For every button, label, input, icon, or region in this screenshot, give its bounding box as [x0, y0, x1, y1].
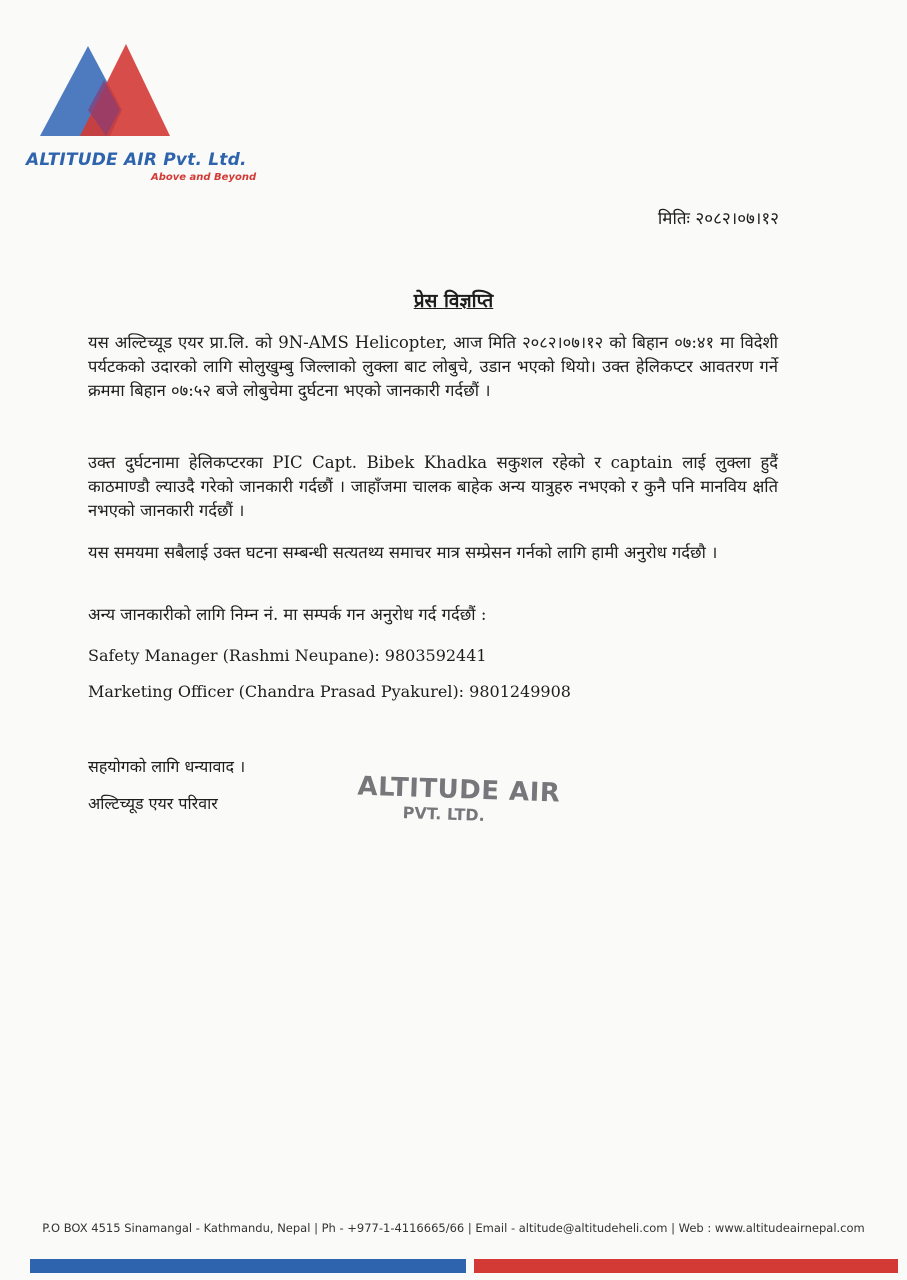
closing-thanks: सहयोगको लागि धन्यावाद । — [88, 757, 246, 776]
company-logo — [26, 40, 276, 190]
contact-marketing-officer: Marketing Officer (Chandra Prasad Pyakurel): 9801249908 — [88, 682, 571, 701]
letter-date: मितिः २०८२।०७।१२ — [657, 209, 779, 229]
stamp-line-2: PVT. LTD. — [402, 803, 486, 825]
stamp-line-1: ALTITUDE AIR — [357, 771, 561, 809]
footer-bar-red — [474, 1259, 898, 1273]
paragraph-incident: यस अल्टिच्यूड एयर प्रा.लि. को 9N-AMS Helicopter, आज मिति २०८२।०७।१२ को बिहान ०७:४१ मा विदेशी पर्यटकको उदारको लागि सोलुखुम्बु जिल्लाको लुक्ला बाट लोबुचे, उडान भएको थियो। उक्त हेलिकप्टर आवतरण गर्ने क्रममा बिहान ०७:५२ बजे लोबुचेमा दुर्घटना भएको जानकारी गर्दछौं । — [88, 333, 778, 400]
signature-line: अल्टिच्यूड एयर परिवार — [88, 794, 218, 813]
contact-safety-manager: Safety Manager (Rashmi Neupane): 9803592441 — [88, 646, 487, 665]
footer-contact-info: P.O BOX 4515 Sinamangal - Kathmandu, Nepal | Ph - +977-1-4116665/66 | Email - altitude@altitudeheli.com | Web : www.altitudeairnepal.com — [42, 1221, 865, 1235]
paragraph-pilot-status: उक्त दुर्घटनामा हेलिकप्टरका PIC Capt. Bibek Khadka सकुशल रहेको र captain लाई लुक्ला हुदैं काठमाण्डौ ल्याउदै गरेको जानकारी गर्दछौं । जाहाँजमा चालक बाहेक अन्य यात्रुहरु नभएको र कुनै पनि मानविय क्षति नभएको जानकारी गर्दछौं । — [88, 453, 778, 520]
paragraph-request: यस समयमा सबैलाई उक्त घटना सम्बन्धी सत्यतथ्य समाचर मात्र सम्प्रेसन गर्नको लागि हामी अनुरोध गर्दछौ । — [88, 543, 718, 562]
document-title: प्रेस विज्ञप्ति — [413, 290, 494, 312]
mountain-logo-icon — [40, 40, 180, 140]
paragraph-contact-intro: अन्य जानकारीको लागि निम्न नं. मा सम्पर्क गन अनुरोध गर्द गर्दछौं : — [88, 605, 487, 624]
footer-bar-blue — [30, 1259, 466, 1273]
company-tagline: Above and Beyond — [151, 172, 257, 183]
company-name: ALTITUDE AIR Pvt. Ltd. — [26, 150, 247, 170]
company-stamp — [356, 771, 561, 839]
